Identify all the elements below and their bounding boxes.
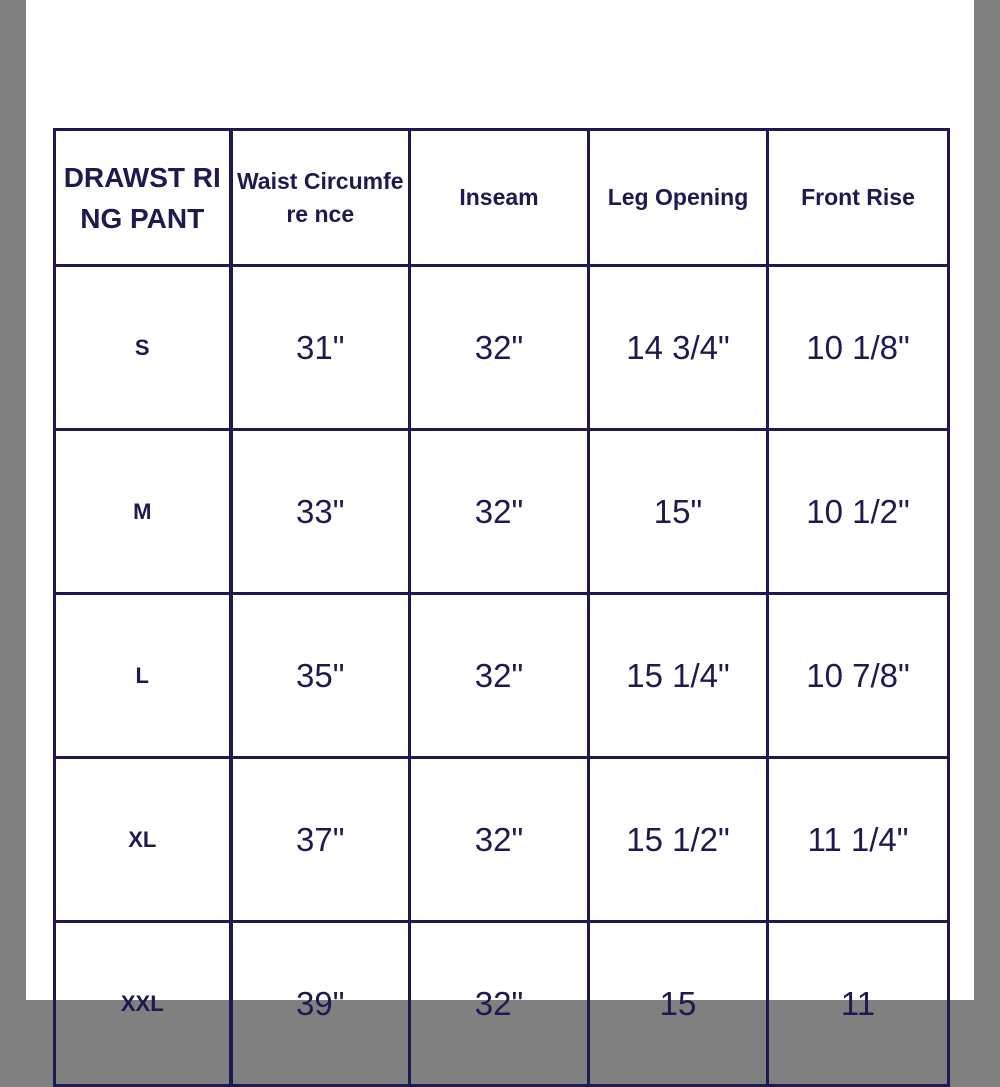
front-rise-cell: 10 7/8" bbox=[768, 594, 949, 758]
header-inseam: Inseam bbox=[410, 130, 589, 266]
waist-cell: 35" bbox=[231, 594, 410, 758]
header-front-rise: Front Rise bbox=[768, 130, 949, 266]
inseam-cell: 32" bbox=[410, 922, 589, 1086]
header-row bbox=[55, 130, 949, 266]
inseam-cell: 32" bbox=[410, 266, 589, 430]
waist-cell: 37" bbox=[231, 758, 410, 922]
inseam-cell: 32" bbox=[410, 430, 589, 594]
inseam-cell: 32" bbox=[410, 594, 589, 758]
table-row bbox=[55, 758, 949, 922]
table-row bbox=[55, 922, 949, 1086]
front-rise-cell: 10 1/8" bbox=[768, 266, 949, 430]
table-row bbox=[55, 430, 949, 594]
leg-opening-cell: 14 3/4" bbox=[589, 266, 768, 430]
size-cell: XL bbox=[55, 758, 231, 922]
size-cell: S bbox=[55, 266, 231, 430]
document-page bbox=[26, 0, 974, 1022]
size-chart-table bbox=[53, 128, 950, 1087]
size-cell: M bbox=[55, 430, 231, 594]
waist-cell: 33" bbox=[231, 430, 410, 594]
front-rise-cell: 11 bbox=[768, 922, 949, 1086]
size-cell: XXL bbox=[55, 922, 231, 1086]
front-rise-cell: 10 1/2" bbox=[768, 430, 949, 594]
header-product-name: DRAWST RING PANT bbox=[55, 130, 231, 266]
header-waist-circumference: Waist Circumfere nce bbox=[231, 130, 410, 266]
size-cell: L bbox=[55, 594, 231, 758]
leg-opening-cell: 15" bbox=[589, 430, 768, 594]
waist-cell: 39" bbox=[231, 922, 410, 1086]
waist-cell: 31" bbox=[231, 266, 410, 430]
table-row bbox=[55, 594, 949, 758]
inseam-cell: 32" bbox=[410, 758, 589, 922]
leg-opening-cell: 15 bbox=[589, 922, 768, 1086]
leg-opening-cell: 15 1/2" bbox=[589, 758, 768, 922]
header-leg-opening: Leg Opening bbox=[589, 130, 768, 266]
table-row bbox=[55, 266, 949, 430]
front-rise-cell: 11 1/4" bbox=[768, 758, 949, 922]
leg-opening-cell: 15 1/4" bbox=[589, 594, 768, 758]
